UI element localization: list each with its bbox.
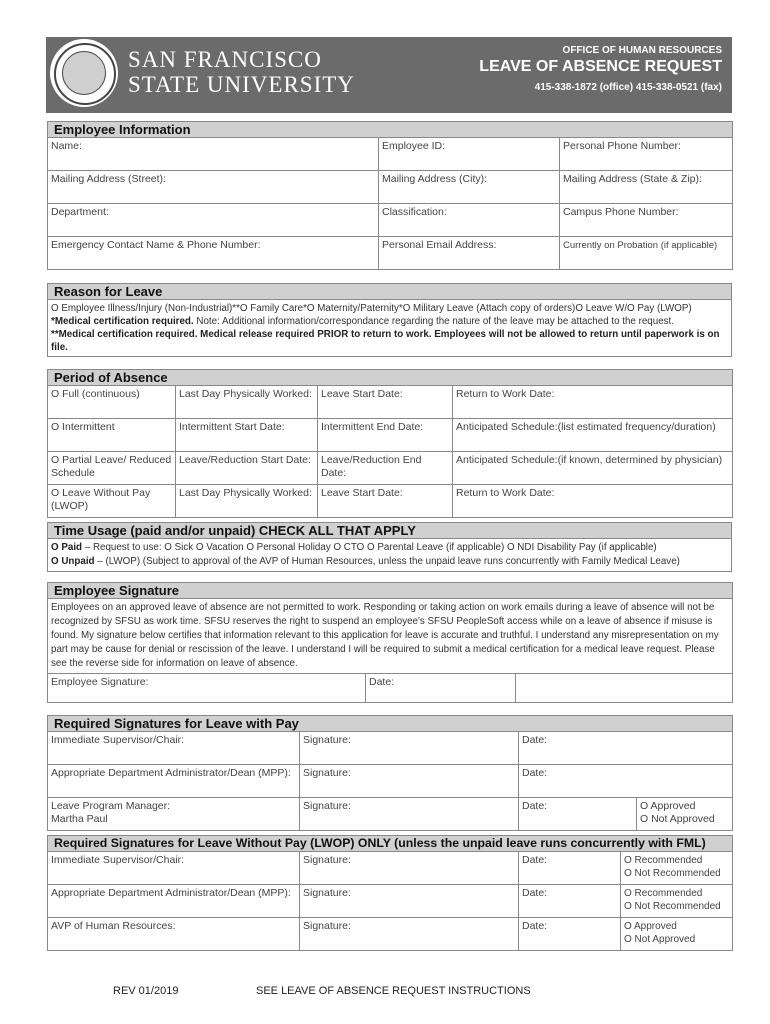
reason-section: [47, 283, 732, 357]
not-recommended-option[interactable]: O Not Recommended: [624, 868, 721, 879]
university-name: [128, 47, 355, 97]
recommended-option[interactable]: O Recommended: [624, 855, 703, 866]
leave-manager-role: [48, 798, 300, 831]
section-heading: Required Signatures for Leave with Pay: [48, 716, 733, 732]
signature-field[interactable]: Signature:: [300, 732, 519, 765]
intermittent-start-field[interactable]: Intermittent Start Date:: [176, 419, 318, 452]
without-pay-section: [47, 835, 733, 951]
intermittent-end-field[interactable]: Intermittent End Date:: [318, 419, 453, 452]
probation-field[interactable]: Currently on Probation (if applicable): [560, 237, 733, 270]
street-field[interactable]: Mailing Address (Street):: [48, 171, 379, 204]
employee-info-section: [47, 121, 733, 270]
paid-label: O Paid: [51, 542, 83, 553]
anticipated-schedule-field[interactable]: Anticipated Schedule:(if known, determined by physician): [453, 452, 733, 485]
anticipated-schedule-field[interactable]: Anticipated Schedule:(list estimated frequency/duration): [453, 419, 733, 452]
section-heading: Period of Absence: [48, 370, 733, 386]
signature-field[interactable]: Signature:: [300, 798, 519, 831]
employee-date-field[interactable]: Date:: [366, 674, 516, 703]
contact-phone: 415-338-1872 (office) 415-338-0521 (fax): [534, 82, 722, 93]
unpaid-label: O Unpaid: [51, 556, 95, 567]
personal-phone-field[interactable]: Personal Phone Number:: [560, 138, 733, 171]
employee-id-field[interactable]: Employee ID:: [379, 138, 560, 171]
option-intermittent[interactable]: O Intermittent: [48, 419, 176, 452]
paid-row[interactable]: [51, 541, 728, 555]
approval-status[interactable]: [637, 798, 733, 831]
approved-option[interactable]: O Approved: [624, 921, 677, 932]
empty-cell: [516, 674, 733, 703]
period-section: [47, 369, 733, 518]
reason-options[interactable]: O Employee Illness/Injury (Non-Industrial)**O Family Care*O Maternity/Paternity*O Military Leave (Attach copy of orders)O Leave W/O Pay (LWOP): [48, 300, 732, 316]
reduction-start-field[interactable]: Leave/Reduction Start Date:: [176, 452, 318, 485]
time-usage-section: [47, 522, 732, 572]
unpaid-text: – (LWOP) (Subject to approval of the AVP of Human Resources, unless the unpaid leave runs concurrently with Family Medical Leave): [94, 556, 680, 567]
form-title: LEAVE OF ABSENCE REQUEST: [479, 58, 722, 75]
return-date-field[interactable]: Return to Work Date:: [453, 386, 733, 419]
supervisor-role: Immediate Supervisor/Chair:: [48, 732, 300, 765]
reason-note-1: [48, 315, 732, 328]
signature-field[interactable]: Signature:: [300, 852, 519, 885]
signature-field[interactable]: Signature:: [300, 765, 519, 798]
office-label: OFFICE OF HUMAN RESOURCES: [562, 45, 722, 56]
classification-field[interactable]: Classification:: [379, 204, 560, 237]
date-field[interactable]: Date:: [519, 732, 733, 765]
with-pay-section: [47, 715, 733, 831]
reason-note-2: **Medical certification required. Medical release required PRIOR to return to work. Employees will not be allowed to return until paperwork is on file.: [48, 328, 732, 357]
signature-field[interactable]: Signature:: [300, 885, 519, 918]
state-zip-field[interactable]: Mailing Address (State & Zip):: [560, 171, 733, 204]
section-heading: Time Usage (paid and/or unpaid) CHECK ALL THAT APPLY: [48, 523, 732, 539]
approved-option[interactable]: O Approved: [640, 800, 696, 812]
leave-start-field[interactable]: Leave Start Date:: [318, 386, 453, 419]
date-field[interactable]: Date:: [519, 852, 621, 885]
employee-signature-field[interactable]: Employee Signature:: [48, 674, 366, 703]
city-field[interactable]: Mailing Address (City):: [379, 171, 560, 204]
not-approved-option[interactable]: O Not Approved: [624, 934, 696, 945]
approval-status[interactable]: [621, 918, 733, 951]
administrator-role: Appropriate Department Administrator/Dean (MPP):: [48, 765, 300, 798]
certification-text: Employees on an approved leave of absence are not permitted to work. Responding or taking action on work emails during a leave of absence will not be recognized by SFSU as work time. SFSU reserves the right to suspend an employee's SFSU PeopleSoft access while on a leave of absence if misuse is found. My signature below certifies that information relevant to this application for leave is accurate and truthful. I understand any misrepresentation on my part may be cause for denial or rescission of the leave. I understand I will be required to submit a medical certification for a medical leave request. Please see the reverse side for information on leave of absence.: [48, 599, 733, 674]
department-field[interactable]: Department:: [48, 204, 379, 237]
note-text: Note: Additional information/correspondance regarding the nature of the leave may be attached to the request.: [193, 316, 674, 327]
note-bold: *Medical certification required.: [51, 316, 194, 327]
recommendation-status[interactable]: [621, 852, 733, 885]
date-field[interactable]: Date:: [519, 798, 637, 831]
recommended-option[interactable]: O Recommended: [624, 888, 703, 899]
leave-start-field[interactable]: Leave Start Date:: [318, 485, 453, 518]
university-seal-icon: [50, 39, 118, 107]
date-field[interactable]: Date:: [519, 765, 733, 798]
administrator-role: Appropriate Department Administrator/Dean (MPP):: [48, 885, 300, 918]
supervisor-role: Immediate Supervisor/Chair:: [48, 852, 300, 885]
section-heading: Employee Signature: [48, 583, 733, 599]
date-field[interactable]: Date:: [519, 885, 621, 918]
recommendation-status[interactable]: [621, 885, 733, 918]
campus-phone-field[interactable]: Campus Phone Number:: [560, 204, 733, 237]
option-full[interactable]: O Full (continuous): [48, 386, 176, 419]
date-field[interactable]: Date:: [519, 918, 621, 951]
manager-name: Martha Paul: [51, 813, 108, 825]
employee-signature-section: [47, 582, 733, 703]
paid-text: – Request to use: O Sick O Vacation O Personal Holiday O CTO O Parental Leave (if applicable) O NDI Disability Pay (if applicable): [82, 542, 657, 553]
personal-email-field[interactable]: Personal Email Address:: [379, 237, 560, 270]
university-name-line1: SAN FRANCISCO: [128, 47, 322, 72]
option-lwop[interactable]: O Leave Without Pay (LWOP): [48, 485, 176, 518]
reduction-end-field[interactable]: Leave/Reduction End Date:: [318, 452, 453, 485]
avp-role: AVP of Human Resources:: [48, 918, 300, 951]
section-heading: Employee Information: [48, 122, 733, 138]
emergency-contact-field[interactable]: Emergency Contact Name & Phone Number:: [48, 237, 379, 270]
not-recommended-option[interactable]: O Not Recommended: [624, 901, 721, 912]
university-name-line2: STATE UNIVERSITY: [128, 72, 355, 97]
last-day-field[interactable]: Last Day Physically Worked:: [176, 485, 318, 518]
option-partial[interactable]: O Partial Leave/ Reduced Schedule: [48, 452, 176, 485]
role-label: Leave Program Manager:: [51, 800, 171, 812]
section-heading: Reason for Leave: [48, 284, 732, 300]
not-approved-option[interactable]: O Not Approved: [640, 813, 715, 825]
last-day-field[interactable]: Last Day Physically Worked:: [176, 386, 318, 419]
section-heading: Required Signatures for Leave Without Pay (LWOP) ONLY (unless the unpaid leave runs concurrently with FML): [48, 836, 733, 852]
unpaid-row[interactable]: [51, 555, 728, 569]
return-date-field[interactable]: Return to Work Date:: [453, 485, 733, 518]
revision-label: REV 01/2019: [113, 985, 179, 997]
time-usage-options[interactable]: [48, 539, 732, 572]
header-banner: [46, 37, 732, 113]
name-field[interactable]: Name:: [48, 138, 379, 171]
instructions-note: SEE LEAVE OF ABSENCE REQUEST INSTRUCTIONS: [256, 985, 531, 997]
signature-field[interactable]: Signature:: [300, 918, 519, 951]
